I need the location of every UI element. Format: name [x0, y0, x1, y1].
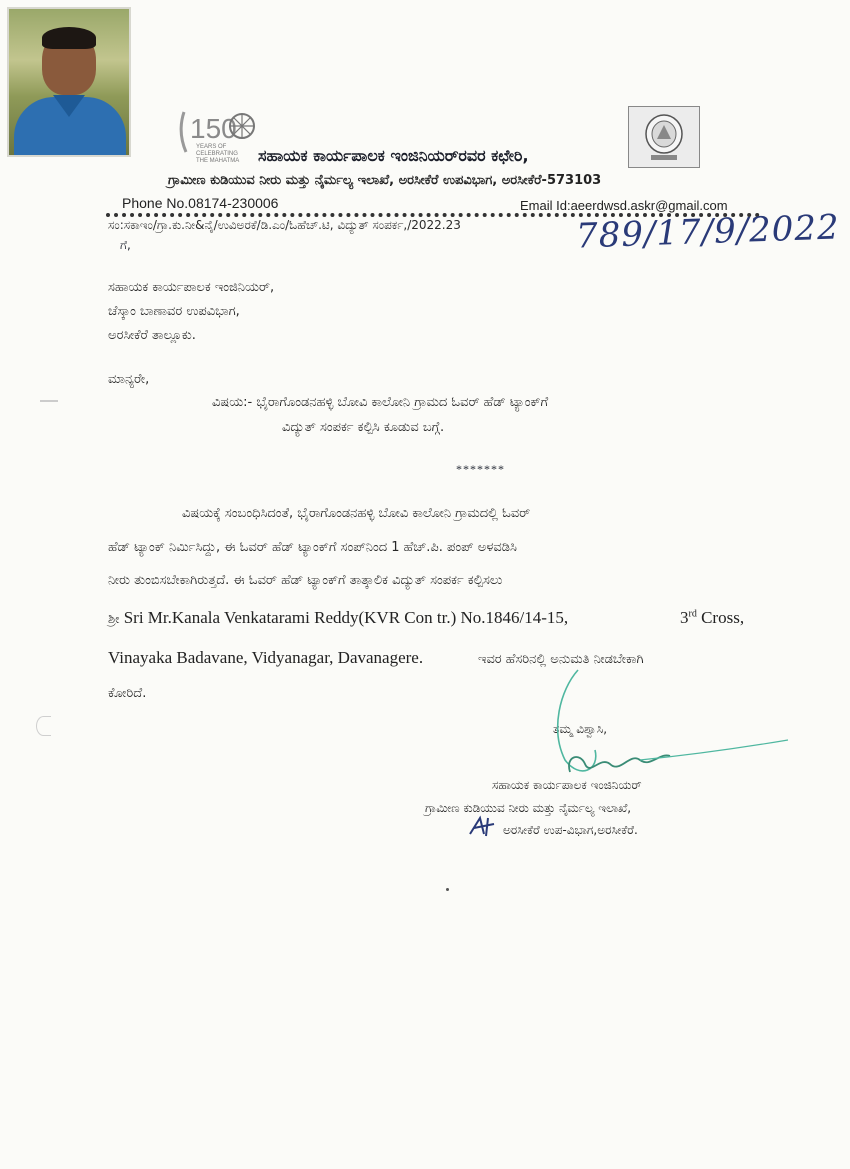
addressee-line-3: ಅರಸೀಕೆರೆ ತಾಲ್ಲೂಕು.: [108, 328, 196, 343]
separator: *******: [456, 462, 505, 476]
punch-hole: [36, 716, 51, 736]
to-prefix: ಗೆ,: [120, 238, 131, 252]
anniversary-number: 150: [190, 113, 237, 144]
initials-mark: [466, 814, 500, 840]
phone-number: Phone No.08174-230006: [122, 195, 279, 211]
signatory-place: ಅರಸೀಕೆರೆ ಉಪ-ವಿಭಾಗ,ಅರಸೀಕೆರೆ.: [503, 823, 638, 837]
anniversary-text-1: YEARS OF: [196, 144, 227, 150]
ink-dot: [446, 888, 449, 891]
gandhi-150-emblem: [178, 108, 258, 166]
body-line-5-kannada: ಇವರ ಹೆಸರಿನಲ್ಲಿ ಅನುಮತಿ ನೀಡಬೇಕಾಗಿ: [478, 652, 644, 667]
reference-number: ಸಂ:ಸಕಾಇಂ/ಗ್ರಾ.ಕು.ನೀ&ನೈ/ಉವಿಅರಕೆ/ಡಿ.ಎಂ/ಓಹೆಚ್.ಟಿ, ವಿದ್ಯುತ್ ಸಂಪರ್ಕ,/2022.23: [108, 218, 461, 232]
body-line-4: [108, 608, 568, 628]
scan-mark: [40, 400, 58, 402]
addressee-line-1: ಸಹಾಯಕ ಕಾರ್ಯಪಾಲಕ ಇಂಜಿನಿಯರ್,: [108, 280, 275, 295]
honorific: ಶ್ರೀ: [108, 612, 120, 627]
email-address: Email Id:aeerdwsd.askr@gmail.com: [520, 198, 728, 213]
signatory-designation: ಸಹಾಯಕ ಕಾರ್ಯಪಾಲಕ ಇಂಜಿನಿಯರ್: [492, 778, 642, 792]
addressee-line-2: ಚೆಸ್ಕಾಂ ಬಾಣಾವರ ಉಪವಿಭಾಗ,: [108, 304, 240, 319]
signature: [540, 660, 800, 790]
photograph: [7, 7, 131, 157]
government-seal: [628, 106, 700, 168]
body-line-3: ನೀರು ತುಂಬಿಸಬೇಕಾಗಿರುತ್ತದೆ. ಈ ಓವರ್ ಹೆಡ್ ಟ್ಯಾಂಕ್‌ಗೆ ತಾತ್ಕಾಲಿಕ ವಿದ್ಯುತ್ ಸಂಪರ್ಕ ಕಲ್ಪಿಸಲು: [108, 573, 503, 588]
subject-line-1: ವಿಷಯ:- ಭೈರಾಗೊಂಡನಹಳ್ಳಿ ಬೋವಿ ಕಾಲೋನಿ ಗ್ರಾಮದ ಓವರ್ ಹೆಡ್ ಟ್ಯಾಂಕ್‌ಗೆ: [212, 395, 549, 410]
body-line-5-english: Vinayaka Badavane, Vidyanagar, Davanagere.: [108, 648, 424, 667]
cross-suffix: rd: [688, 608, 697, 620]
salutation: ಮಾನ್ಯರೇ,: [108, 372, 150, 387]
office-subtitle: ಗ್ರಾಮೀಣ ಕುಡಿಯುವ ನೀರು ಮತ್ತು ನೈರ್ಮಲ್ಯ ಇಲಾಖೆ, ಅರಸೀಕೆರೆ ಉಪವಿಭಾಗ, ಅರಸೀಕೆರೆ-573103: [168, 173, 602, 188]
office-title: ಸಹಾಯಕ ಕಾರ್ಯಪಾಲಕ ಇಂಜಿನಿಯರ್‌ರವರ ಕಛೇರಿ,: [258, 146, 529, 165]
signatory-department: ಗ್ರಾಮೀಣ ಕುಡಿಯುವ ನೀರು ಮತ್ತು ನೈರ್ಮಲ್ಯ ಇಲಾಖೆ,: [425, 801, 632, 815]
anniversary-text-3: THE MAHATMA: [196, 158, 240, 164]
subject-line-2: ವಿದ್ಯುತ್ ಸಂಪರ್ಕ ಕಲ್ಪಿಸಿ ಕೂಡುವ ಬಗ್ಗೆ.: [282, 420, 445, 435]
handwritten-date: 789/17/9/2022: [575, 207, 841, 257]
anniversary-text-2: CELEBRATING: [196, 151, 238, 157]
cross-address: [680, 608, 744, 628]
cross-text: Cross,: [696, 608, 745, 627]
body-line-1: ವಿಷಯಕ್ಕೆ ಸಂಬಂಧಿಸಿದಂತೆ, ಭೈರಾಗೊಂಡನಹಳ್ಳಿ ಬೋವಿ ಕಾಲೋನಿ ಗ್ರಾಮದಲ್ಲಿ ಓವರ್: [182, 506, 531, 521]
yours-faithfully: ತಮ್ಮ ವಿಶ್ವಾಸಿ,: [553, 722, 608, 736]
cross-number: 3: [680, 608, 689, 627]
body-line-6: ಕೋರಿದೆ.: [108, 686, 147, 701]
body-line-2: ಹೆಡ್ ಟ್ಯಾಂಕ್ ನಿರ್ಮಿಸಿದ್ದು, ಈ ಓವರ್ ಹೆಡ್ ಟ್ಯಾಂಕ್‌ಗೆ ಸಂಪ್‌ನಿಂದ 1 ಹೆಚ್.ಪಿ. ಪಂಪ್ ಅಳವಡಿಸಿ: [108, 540, 517, 555]
contractor-name: Sri Mr.Kanala Venkatarami Reddy(KVR Con tr.) No.1846/14-15,: [123, 608, 569, 627]
